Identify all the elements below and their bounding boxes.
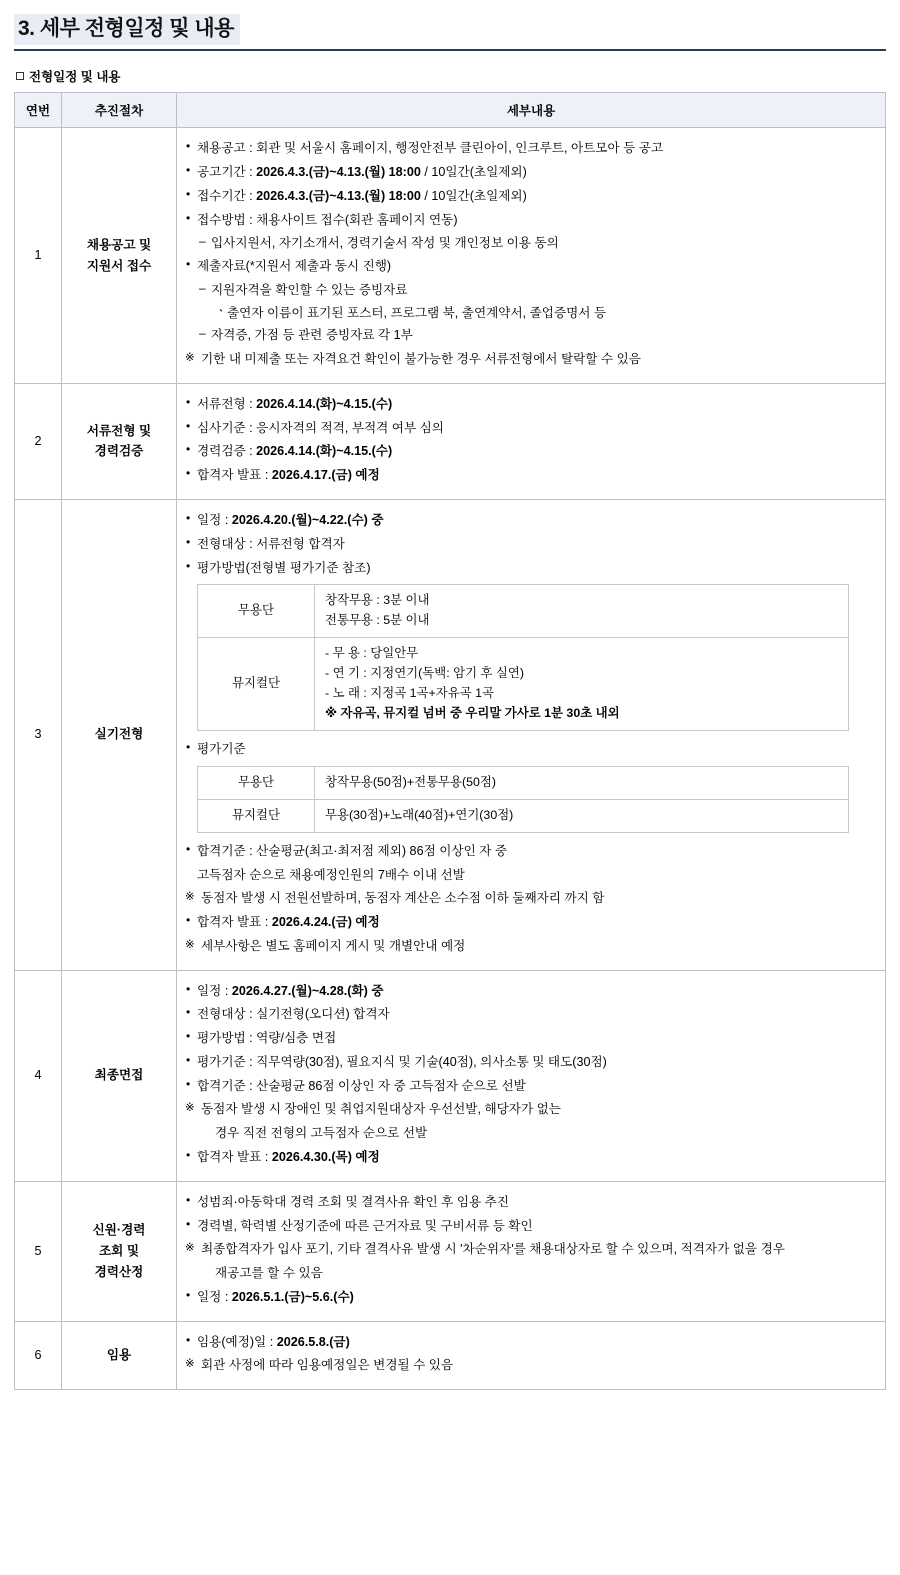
detail-line: – 지원자격을 확인할 수 있는 증빙자료 [185, 280, 877, 301]
detail-line: ※ 동점자 발생 시 전원선발하며, 동점자 계산은 소수점 이하 둘째자리 까지 함 [185, 888, 877, 909]
criteria-body [315, 585, 849, 638]
criteria-table [197, 584, 849, 731]
detail-line: • 접수방법 : 채용사이트 접수(회관 홈페이지 연동) [185, 210, 877, 231]
table-row [15, 499, 886, 970]
row-detail [177, 383, 886, 499]
row-step-name: 최종면접 [62, 970, 177, 1181]
detail-line: • 일정 : 2026.5.1.(금)~5.6.(수) [185, 1287, 877, 1308]
table-header-row [15, 93, 886, 128]
table-row [15, 1321, 886, 1390]
detail-line: – 자격증, 가점 등 관련 증빙자료 각 1부 [185, 325, 877, 346]
detail-line: • 합격기준 : 산술평균(최고·최저점 제외) 86점 이상인 자 중 [185, 841, 877, 862]
criteria-line: ※ 자유곡, 뮤지컬 넘버 중 우리말 가사로 1분 30초 내외 [325, 706, 620, 721]
criteria-line: 창작무용 : 3분 이내 [325, 593, 430, 608]
criteria-line: - 무 용 : 당일안무 [325, 645, 419, 660]
column-header-detail: 세부내용 [177, 93, 886, 128]
detail-line: • 경력별, 학력별 산정기준에 따른 근거자료 및 구비서류 등 확인 [185, 1216, 877, 1237]
column-header-no: 연번 [15, 93, 62, 128]
row-step-name: 채용공고 및 지원서 접수 [62, 128, 177, 384]
criteria-body [315, 637, 849, 730]
detail-line: • 전형대상 : 서류전형 합격자 [185, 534, 877, 555]
detail-line: • 제출자료(*지원서 제출과 동시 진행) [185, 256, 877, 277]
table-row [15, 128, 886, 384]
row-number: 2 [15, 383, 62, 499]
detail-line: • 서류전형 : 2026.4.14.(화)~4.15.(수) [185, 394, 877, 415]
detail-line: • 합격자 발표 : 2026.4.24.(금) 예정 [185, 912, 877, 933]
detail-line: • 평가기준 [185, 739, 877, 760]
criteria-row [198, 799, 849, 832]
detail-line: – 입사지원서, 자기소개서, 경력기술서 작성 및 개인정보 이용 동의 [185, 233, 877, 254]
row-step-name: 임용 [62, 1321, 177, 1390]
section-heading [16, 67, 886, 85]
criteria-line: - 연 기 : 지정연기(독백: 암기 후 실연) [325, 665, 524, 680]
criteria-line: - 노 래 : 지정곡 1곡+자유곡 1곡 [325, 685, 494, 700]
criteria-label: 뮤지컬단 [198, 799, 315, 832]
detail-line: • 경력검증 : 2026.4.14.(화)~4.15.(수) [185, 441, 877, 462]
schedule-table [14, 92, 886, 1390]
detail-line: • 공고기간 : 2026.4.3.(금)~4.13.(월) 18:00 / 10일간(초일제외) [185, 162, 877, 183]
row-number: 5 [15, 1181, 62, 1321]
detail-line: 고득점자 순으로 채용예정인원의 7배수 이내 선발 [197, 867, 465, 882]
detail-line: • 일정 : 2026.4.27.(월)~4.28.(화) 중 [185, 981, 877, 1002]
row-number: 4 [15, 970, 62, 1181]
row-detail [177, 1321, 886, 1390]
detail-line: ※ 동점자 발생 시 장애인 및 취업지원대상자 우선선발, 해당자가 없는 [185, 1099, 877, 1120]
section-heading-text: 전형일정 및 내용 [29, 70, 121, 85]
detail-line: • 평가방법(전형별 평가기준 참조) [185, 558, 877, 579]
criteria-line: 전통무용 : 5분 이내 [325, 613, 430, 628]
criteria-row [198, 585, 849, 638]
detail-line: • 임용(예정)일 : 2026.5.8.(금) [185, 1332, 877, 1353]
row-number: 1 [15, 128, 62, 384]
detail-line: ※ 최종합격자가 입사 포기, 기타 결격사유 발생 시 '차순위자'를 채용대상자로 할 수 있으며, 적격자가 없을 경우 [185, 1239, 877, 1260]
criteria-label: 무용단 [198, 767, 315, 800]
detail-line: • 일정 : 2026.4.20.(월)~4.22.(수) 중 [185, 510, 877, 531]
criteria-label: 뮤지컬단 [198, 637, 315, 730]
row-number: 3 [15, 499, 62, 970]
row-step-name: 실기전형 [62, 499, 177, 970]
table-row [15, 383, 886, 499]
criteria-line: 무용(30점)+노래(40점)+연기(30점) [325, 807, 514, 822]
criteria-line: 창작무용(50점)+전통무용(50점) [325, 775, 496, 790]
detail-line: • 성범죄·아동학대 경력 조회 및 결격사유 확인 후 임용 추진 [185, 1192, 877, 1213]
detail-line: • 평가방법 : 역량/심층 면접 [185, 1028, 877, 1049]
row-detail [177, 499, 886, 970]
detail-line: • 합격기준 : 산술평균 86점 이상인 자 중 고득점자 순으로 선발 [185, 1076, 877, 1097]
detail-line: • 합격자 발표 : 2026.4.17.(금) 예정 [185, 465, 877, 486]
criteria-table [197, 766, 849, 833]
detail-line: ※ 기한 내 미제출 또는 자격요건 확인이 불가능한 경우 서류전형에서 탈락할 수 있음 [185, 349, 877, 370]
detail-line: • 채용공고 : 회관 및 서울시 홈페이지, 행정안전부 클린아이, 인크루트, 아트모아 등 공고 [185, 138, 877, 159]
square-bullet-icon [16, 72, 24, 80]
row-step-name: 신원·경력 조회 및 경력산정 [62, 1181, 177, 1321]
criteria-row [198, 767, 849, 800]
table-row [15, 1181, 886, 1321]
detail-line: • 접수기간 : 2026.4.3.(금)~4.13.(월) 18:00 / 10일간(초일제외) [185, 186, 877, 207]
row-number: 6 [15, 1321, 62, 1390]
table-body [15, 128, 886, 1390]
row-step-name: 서류전형 및 경력검증 [62, 383, 177, 499]
column-header-step: 추진절차 [62, 93, 177, 128]
detail-line: • 평가기준 : 직무역량(30점), 필요지식 및 기술(40점), 의사소통 및 태도(30점) [185, 1052, 877, 1073]
detail-line: • 심사기준 : 응시자격의 적격, 부적격 여부 심의 [185, 418, 877, 439]
detail-line: • 합격자 발표 : 2026.4.30.(목) 예정 [185, 1147, 877, 1168]
page-title-text: 3. 세부 전형일정 및 내용 [14, 14, 240, 45]
criteria-label: 무용단 [198, 585, 315, 638]
table-row [15, 970, 886, 1181]
detail-line: ※ 세부사항은 별도 홈페이지 게시 및 개별안내 예정 [185, 936, 877, 957]
detail-line: ※ 회관 사정에 따라 임용예정일은 변경될 수 있음 [185, 1355, 877, 1376]
detail-line: 재공고를 할 수 있음 [215, 1266, 323, 1281]
detail-line: • 전형대상 : 실기전형(오디션) 합격자 [185, 1004, 877, 1025]
detail-line: ㆍ 출연자 이름이 표기된 포스터, 프로그램 북, 출연계약서, 졸업증명서 등 [185, 303, 877, 324]
row-detail [177, 1181, 886, 1321]
criteria-row [198, 637, 849, 730]
row-detail [177, 970, 886, 1181]
criteria-body [315, 799, 849, 832]
table-header [15, 93, 886, 128]
criteria-body [315, 767, 849, 800]
detail-line: 경우 직전 전형의 고득점자 순으로 선발 [215, 1126, 428, 1141]
page-title [14, 14, 886, 51]
row-detail [177, 128, 886, 384]
